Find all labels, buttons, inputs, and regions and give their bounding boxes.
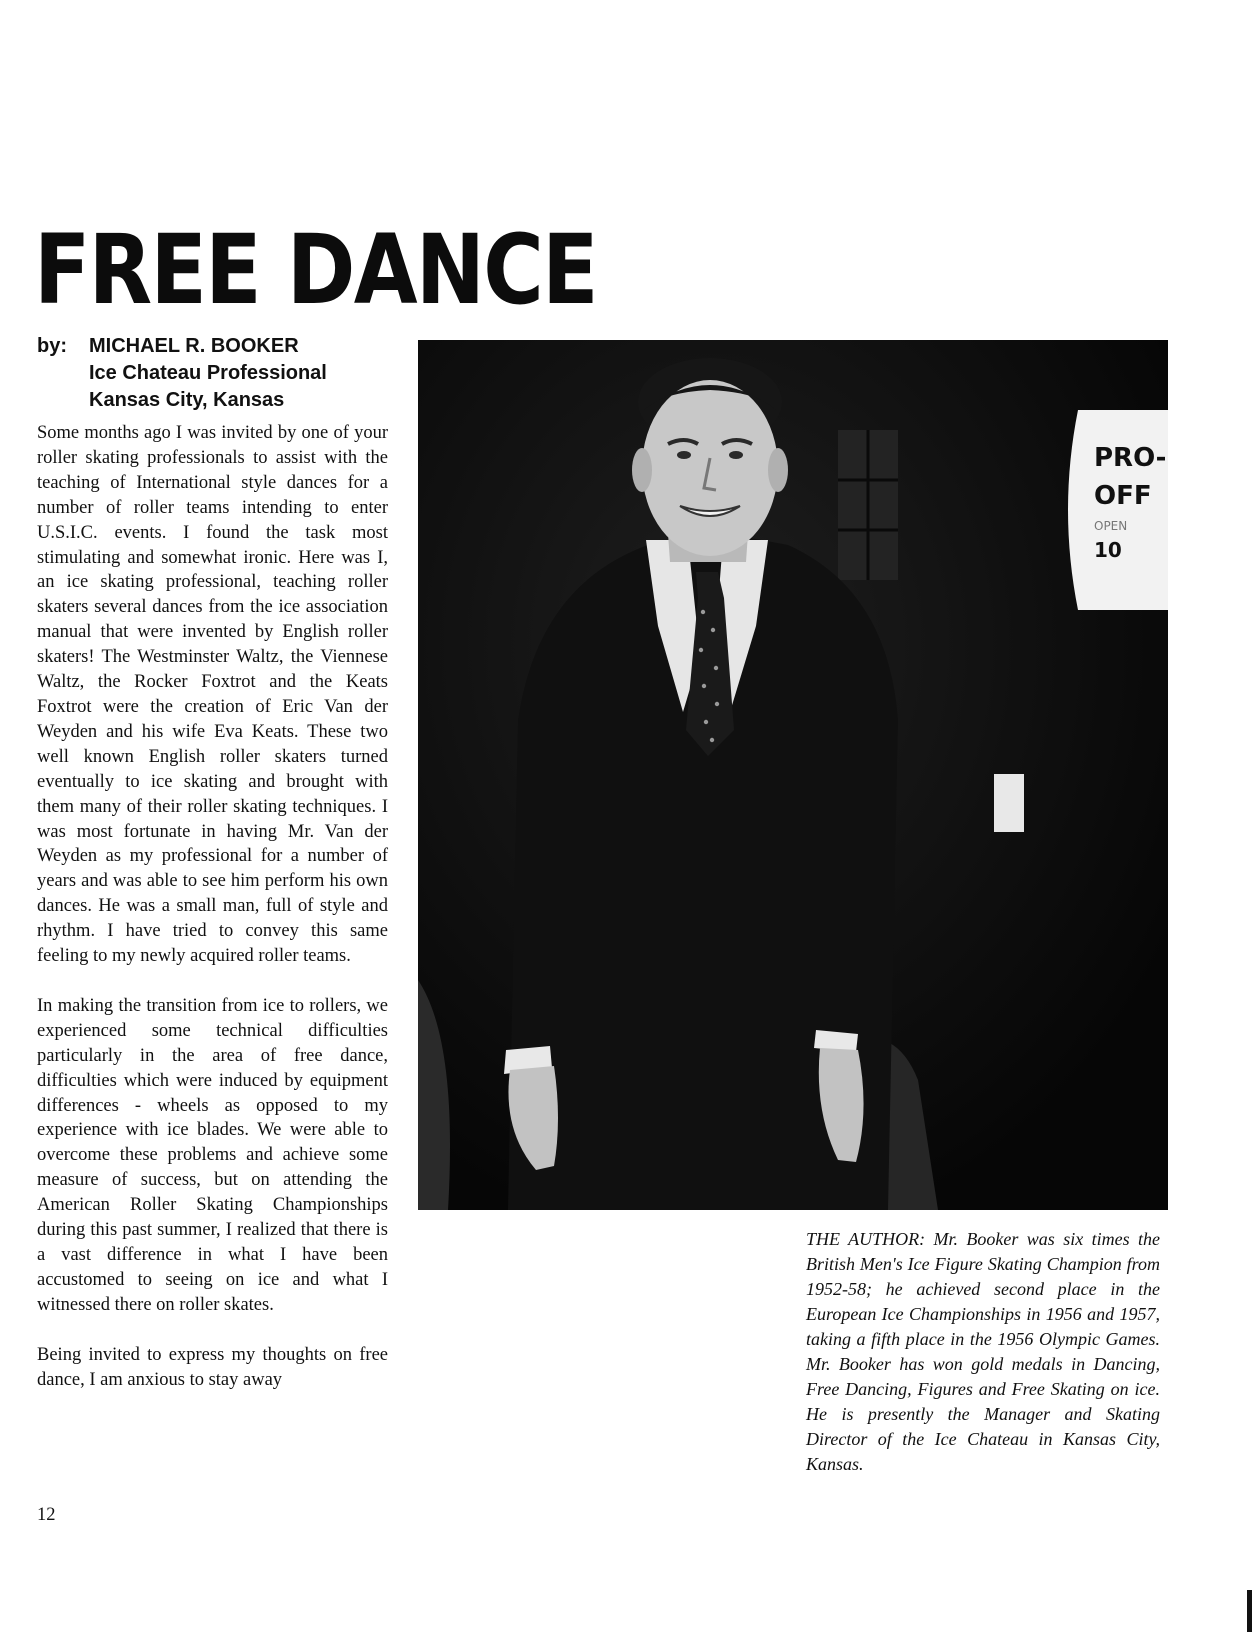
author-location: Kansas City, Kansas xyxy=(89,389,285,411)
author-position: Ice Chateau Professional xyxy=(89,362,327,384)
author-name: MICHAEL R. BOOKER xyxy=(89,335,299,357)
byline xyxy=(37,333,327,414)
sign-line-2: OFF xyxy=(1094,481,1152,511)
article-body xyxy=(37,421,388,1393)
paragraph-1: Some months ago I was invited by one of your roller skating professionals to assist with the teaching of International style dances for a number of roller teams intending to enter U.S.I.C. events. I found the task most stimulating and somewhat ironic. Here was I, an ice skating professional, teaching roller skaters several dances from the ice association manual that were invented by English roller skaters! The Westminster Waltz, the Viennese Waltz, the Rocker Foxtrot and the Keats Foxtrot were the creation of Eric Van der Weyden and his wife Eva Keats. These two well known English roller skaters turned eventually to ice skating and brought with them many of their roller skating techniques. I was most fortunate in having Mr. Van der Weyden as my professional for a number of years and was able to see him perform his own dances. He was a small man, full of style and rhythm. I have tried to convey this same feeling to my newly acquired roller teams. xyxy=(37,423,388,967)
page-number: 12 xyxy=(37,1505,56,1525)
sign-line-3: OPEN xyxy=(1094,519,1128,533)
article-title: FREE DANCE xyxy=(34,214,597,326)
page-edge-mark xyxy=(1247,1590,1252,1632)
photo-sign xyxy=(1094,440,1166,564)
photo-caption: THE AUTHOR: Mr. Booker was six times the British Men's Ice Figure Skating Champion from 1952-58; he achieved second place in the European Ice Championships in 1956 and 1957, taking a fifth place in the 1956 Olympic Games. Mr. Booker has won gold medals in Dancing, Free Dancing, Figures and Free Skating on ice. He is presently the Manager and Skating Director of the Ice Chateau in Kansas City, Kansas. xyxy=(806,1229,1160,1474)
author-photo xyxy=(418,340,1168,1210)
sign-line-4: 10 xyxy=(1094,538,1122,562)
byline-label: by: xyxy=(37,335,67,357)
paragraph-2: In making the transition from ice to rollers, we experienced some technical difficulties particularly in the area of free dance, difficulties which were induced by equipment differences - wheels as opposed to my experience with ice blades. We were able to overcome these problems and achieve some measure of success, but on attending the American Roller Skating Championships during this past summer, I realized that there is a vast difference in what I have been accustomed to seeing on ice and what I witnessed there on roller skates. xyxy=(37,995,388,1315)
paragraph-3: Being invited to express my thoughts on free dance, I am anxious to stay away xyxy=(37,1344,388,1390)
author-photo-illustration xyxy=(418,340,1168,1210)
sign-line-1: PRO- xyxy=(1094,443,1167,473)
